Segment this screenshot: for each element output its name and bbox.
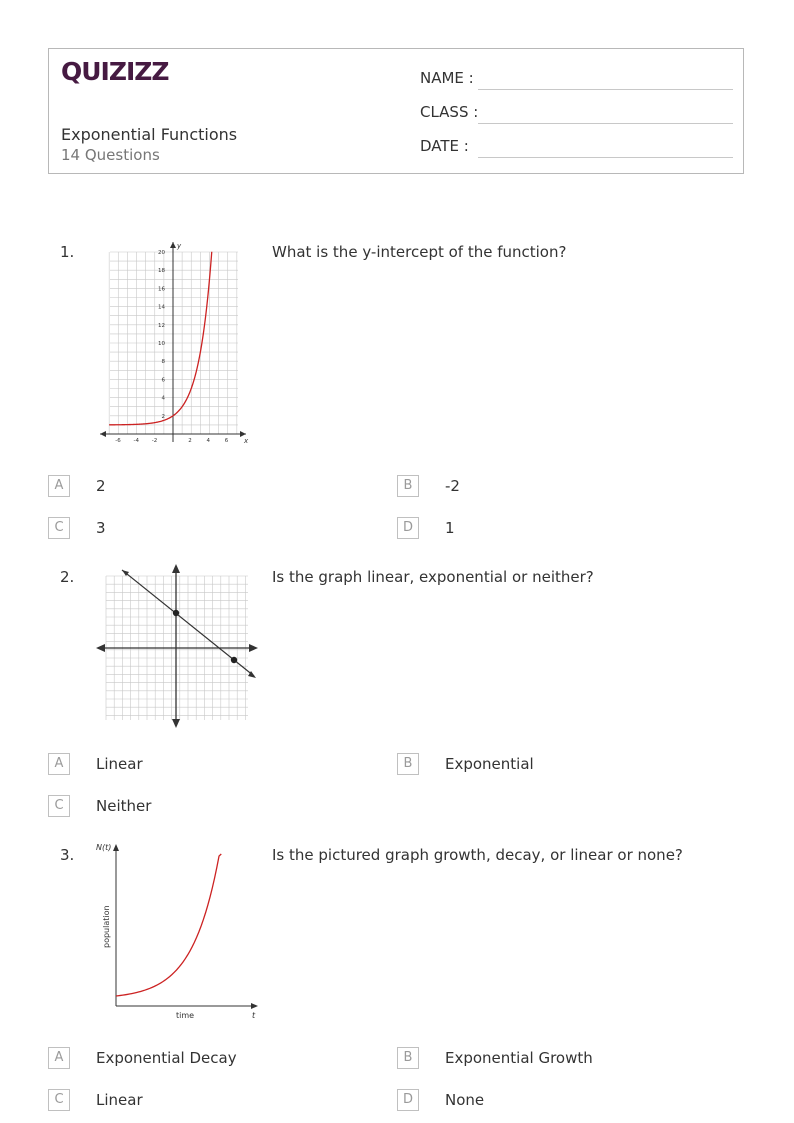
question-1-graph bbox=[98, 240, 250, 446]
quizizz-logo: QUIZIZZ bbox=[61, 57, 169, 86]
q1-option-d-text: 1 bbox=[445, 519, 455, 537]
class-line[interactable] bbox=[478, 123, 733, 124]
question-1-number: 1. bbox=[60, 243, 75, 261]
graph-3-x-arrow bbox=[251, 1003, 258, 1009]
q3-option-a-text: Exponential Decay bbox=[96, 1049, 237, 1067]
class-label: CLASS : bbox=[420, 103, 479, 121]
question-1-text: What is the y-intercept of the function? bbox=[272, 243, 567, 261]
graph-1-y-tick-label: 20 bbox=[158, 250, 165, 256]
graph-3-x-label: t bbox=[252, 1011, 256, 1020]
graph-2-point bbox=[231, 657, 237, 663]
q3-option-b-box[interactable]: B bbox=[397, 1047, 419, 1069]
q1-option-b-text: -2 bbox=[445, 477, 460, 495]
q2-option-a-text: Linear bbox=[96, 755, 143, 773]
q1-option-b-box[interactable]: B bbox=[397, 475, 419, 497]
graph-1-y-tick-label: 6 bbox=[161, 377, 165, 384]
question-2-text: Is the graph linear, exponential or neither? bbox=[272, 568, 594, 586]
q3-option-c-box[interactable]: C bbox=[48, 1089, 70, 1111]
question-3-number: 3. bbox=[60, 846, 75, 864]
q2-option-b-text: Exponential bbox=[445, 755, 534, 773]
graph-1-y-tick-label: 12 bbox=[158, 322, 165, 329]
graph-1-x-label: x bbox=[244, 437, 249, 445]
date-label: DATE : bbox=[420, 137, 469, 155]
graph-1-grid bbox=[109, 252, 238, 434]
worksheet-header bbox=[48, 48, 744, 174]
graph-2-x-arrow-left bbox=[96, 644, 105, 652]
graph-3-y-title: population bbox=[102, 905, 111, 948]
graph-1-x-tick-label: -6 bbox=[115, 438, 121, 444]
graph-3-growth-curve bbox=[116, 854, 221, 996]
graph-1-x-tick-label: -4 bbox=[133, 438, 140, 444]
graph-3-y-arrow bbox=[113, 844, 119, 851]
graph-1-x-tick-label: 2 bbox=[188, 438, 192, 444]
q3-option-c-text: Linear bbox=[96, 1091, 143, 1109]
graph-1-y-tick-label: 14 bbox=[158, 304, 165, 311]
graph-1-y-tick-label: 8 bbox=[161, 359, 165, 366]
name-line[interactable] bbox=[478, 89, 733, 90]
graph-1-y-arrow-up bbox=[170, 242, 176, 248]
q1-option-c-box[interactable]: C bbox=[48, 517, 70, 539]
q1-option-a-box[interactable]: A bbox=[48, 475, 70, 497]
graph-1-x-tick-label: -2 bbox=[151, 438, 158, 444]
question-3-graph bbox=[94, 840, 262, 1024]
q3-option-d-box[interactable]: D bbox=[397, 1089, 419, 1111]
q2-option-c-text: Neither bbox=[96, 797, 152, 815]
q3-option-a-box[interactable]: A bbox=[48, 1047, 70, 1069]
worksheet-title: Exponential Functions bbox=[61, 125, 238, 144]
graph-1-y-tick-label: 16 bbox=[158, 286, 165, 293]
q2-option-b-box[interactable]: B bbox=[397, 753, 419, 775]
graph-2-x-arrow-right bbox=[249, 644, 258, 652]
graph-1-x-tick-label: 6 bbox=[224, 438, 229, 444]
question-count: 14 Questions bbox=[61, 146, 160, 164]
graph-1-exponential-curve bbox=[109, 252, 212, 425]
graph-2-y-arrow-down bbox=[172, 719, 180, 728]
question-2-graph bbox=[94, 562, 260, 730]
graph-1-y-tick-label: 10 bbox=[158, 341, 165, 347]
graph-2-y-arrow-up bbox=[172, 564, 180, 573]
q1-option-a-text: 2 bbox=[96, 477, 106, 495]
graph-2-point-y-intercept bbox=[173, 610, 179, 616]
question-2-number: 2. bbox=[60, 568, 75, 586]
graph-1-y-tick-label: 18 bbox=[158, 268, 165, 275]
graph-1-y-tick-label: 4 bbox=[161, 395, 165, 402]
q3-option-b-text: Exponential Growth bbox=[445, 1049, 593, 1067]
date-line[interactable] bbox=[478, 157, 733, 158]
graph-1-x-tick-label: 4 bbox=[206, 438, 210, 444]
q1-option-d-box[interactable]: D bbox=[397, 517, 419, 539]
q2-option-c-box[interactable]: C bbox=[48, 795, 70, 817]
name-label: NAME : bbox=[420, 69, 474, 87]
q2-option-a-box[interactable]: A bbox=[48, 753, 70, 775]
q3-option-d-text: None bbox=[445, 1091, 485, 1109]
graph-1-y-tick-label: 2 bbox=[161, 413, 165, 420]
question-3-text: Is the pictured graph growth, decay, or linear or none? bbox=[272, 846, 683, 864]
graph-3-y-label: N(t) bbox=[96, 843, 112, 852]
graph-3-x-title: time bbox=[176, 1011, 195, 1020]
q1-option-c-text: 3 bbox=[96, 519, 106, 537]
graph-1-x-arrow-left bbox=[100, 431, 106, 437]
graph-1-y-label: y bbox=[177, 242, 182, 250]
